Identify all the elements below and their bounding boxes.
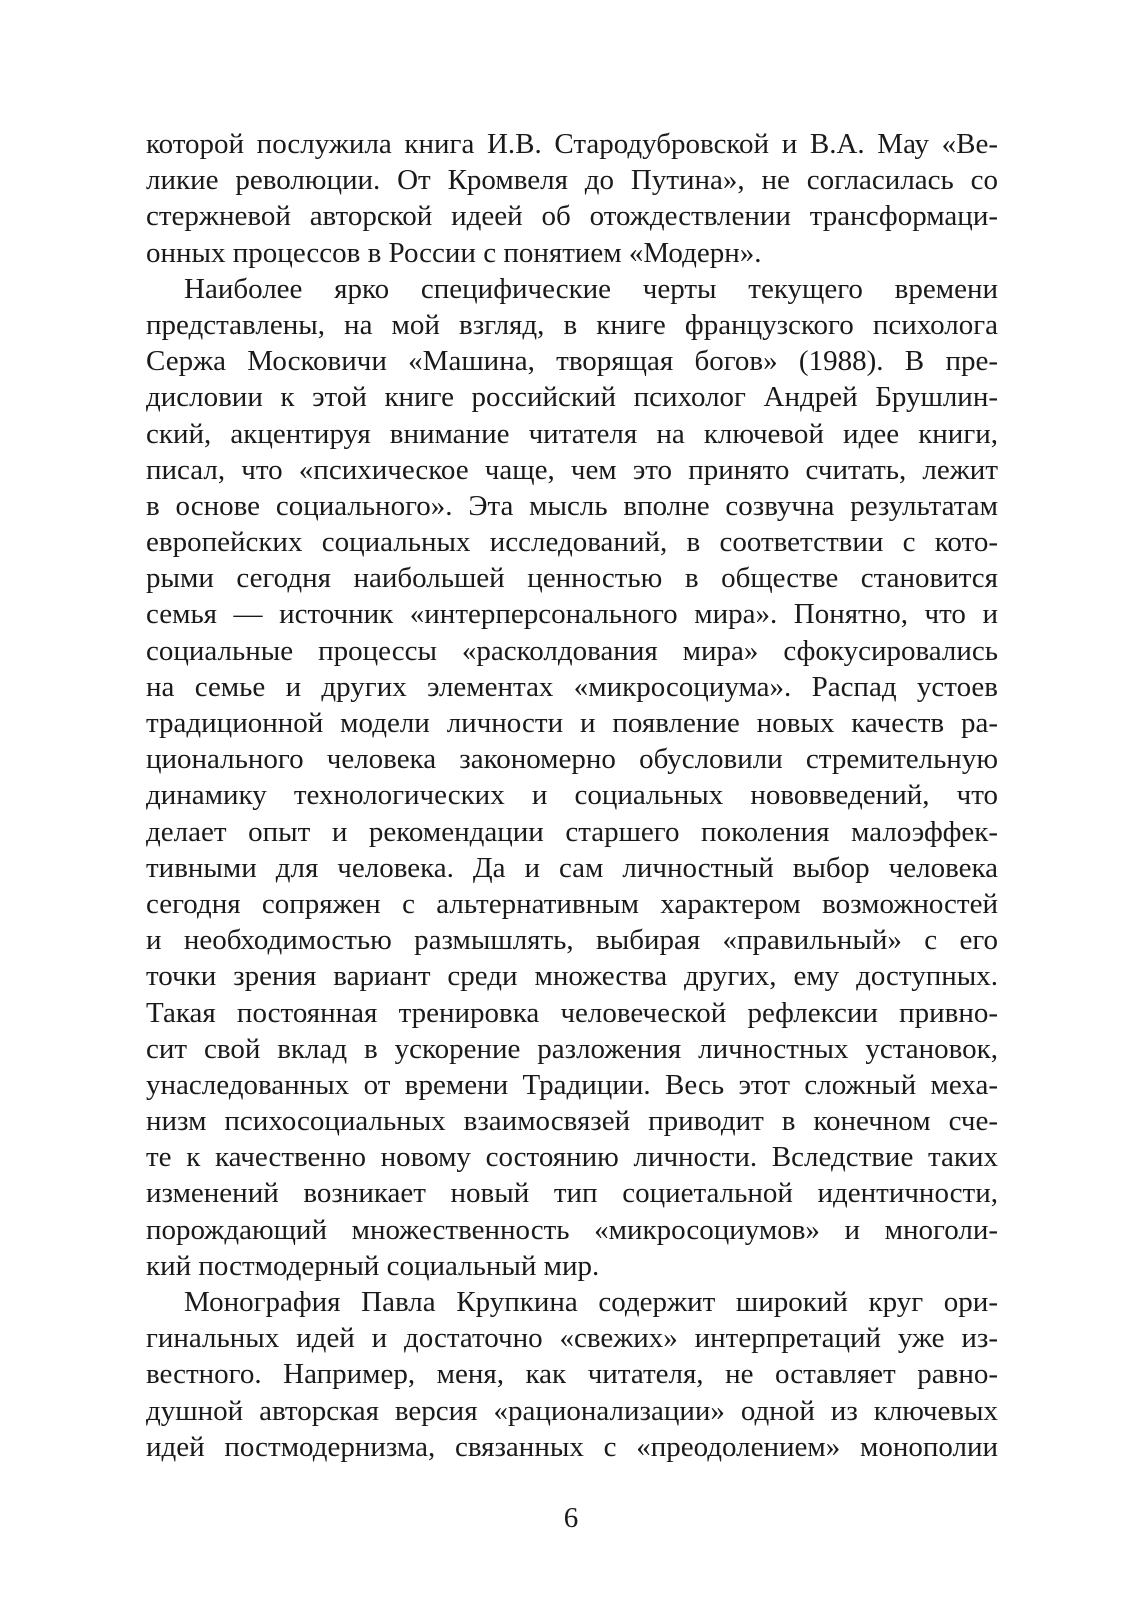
paragraph-1: [146, 126, 998, 271]
text-line: которой послужила книга И.В. Стародубровской и В.А. Мау «Ве-: [146, 128, 998, 160]
text-line: социальные процессы «расколдования мира» сфокусировались: [146, 634, 998, 667]
text-line: вестного. Например, меня, как читателя, не оставляет равно-: [146, 1358, 998, 1391]
text-line: представлены, на мой взгляд, в книге французского психолога: [146, 308, 998, 341]
text-line: Наиболее ярко специфические черты текущего времени: [184, 272, 998, 305]
text-line: сит свой вклад в ускорение разложения личностных установок,: [146, 1032, 998, 1065]
page-number: 6: [563, 1502, 579, 1534]
text-line: рыми сегодня наибольшей ценностью в обществе становится: [146, 562, 998, 595]
text-line: точки зрения вариант среди множества других, ему доступных.: [146, 960, 998, 993]
text-line: ский, акцентируя внимание читателя на ключевой идее книги,: [146, 417, 998, 450]
text-line: Монография Павла Крупкина содержит широкий круг ори-: [184, 1286, 998, 1318]
text-line: кий постмодерный социальный мир.: [146, 1249, 600, 1282]
text-line: европейских социальных исследований, в соответствии с кото-: [146, 526, 998, 559]
text-line: динамику технологических и социальных нововведений, что: [146, 779, 998, 812]
body-text: [146, 126, 998, 1465]
text-line: писал, что «психическое чаще, чем это принято считать, лежит: [146, 453, 998, 486]
text-line: и необходимостью размышлять, выбирая «правильный» с его: [146, 924, 998, 957]
paragraph-2: [146, 271, 998, 1284]
text-line: гинальных идей и достаточно «свежих» интерпретаций уже из-: [146, 1322, 998, 1355]
text-line: порождающий множественность «микросоциумов» и многоли-: [146, 1213, 998, 1246]
text-line: тивными для человека. Да и сам личностный выбор человека: [146, 851, 998, 884]
text-line: стержневой авторской идеей об отождествлении трансформаци-: [146, 200, 998, 233]
text-line: дисловии к этой книге российский психолог Андрей Брушлин-: [146, 381, 998, 414]
text-line: те к качественно новому состоянию личности. Вследствие таких: [146, 1141, 998, 1174]
text-line: сегодня сопряжен с альтернативным характером возможностей: [146, 887, 998, 920]
paragraph-3: [146, 1284, 998, 1465]
text-line: Сержа Московичи «Машина, творящая богов» (1988). В пре-: [146, 345, 998, 378]
text-line: на семье и других элементах «микросоциума». Распад устоев: [146, 670, 998, 703]
text-line: традиционной модели личности и появление новых качеств ра-: [146, 707, 998, 739]
text-line: Такая постоянная тренировка человеческой рефлексии привно-: [146, 996, 998, 1029]
text-line: делает опыт и рекомендации старшего поколения малоэффек-: [146, 815, 998, 848]
text-line: изменений возникает новый тип социетальной идентичности,: [146, 1177, 998, 1210]
text-line: семья — источник «интерперсонального мира». Понятно, что и: [146, 598, 998, 631]
text-line: низм психосоциальных взаимосвязей приводит в конечном сче-: [146, 1105, 998, 1138]
text-line: идей постмодернизма, связанных с «преодолением» монополии: [146, 1430, 998, 1463]
text-line: онных процессов в России с понятием «Модерн».: [146, 236, 762, 269]
text-line: в основе социального». Эта мысль вполне созвучна результатам: [146, 489, 998, 522]
text-line: ционального человека закономерно обусловили стремительную: [146, 743, 998, 776]
text-line: унаследованных от времени Традиции. Весь этот сложный меха-: [146, 1068, 998, 1101]
text-line: ликие революции. От Кромвеля до Путина», не согласилась со: [146, 164, 998, 197]
text-line: душной авторская версия «рационализации» одной из ключевых: [146, 1394, 998, 1427]
